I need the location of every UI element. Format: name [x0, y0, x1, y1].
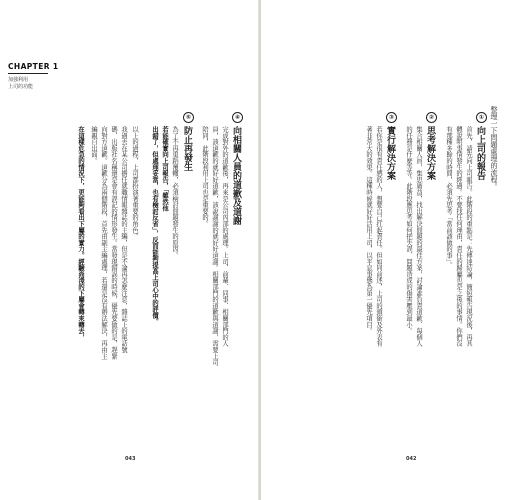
body-line: 我過去在某公司擔任就職情報雜誌的主編，但是不論再怎麼注意，雜誌上的電話號: [120, 126, 127, 353]
section-number: ④: [232, 112, 243, 123]
chapter-subtitle: [8, 77, 68, 91]
body-line: 編親自出面。: [90, 126, 97, 164]
body-line: 員，該道歉的就好好道歉，該說謝謝的就好好道謝。相關部門的道歉與道謝，需要上司: [211, 126, 218, 366]
section-title: 向上司的報告: [475, 126, 485, 180]
body-line: 有那種多餘的時間，必須先思考「當前該做的事」。: [445, 126, 452, 268]
section-title: 思考解決方案: [425, 126, 435, 180]
right-page: [261, 0, 520, 500]
body-line: 的任務是什麼等等。此階段應思考如何把失誤、問題造成的傷害壓到最小。: [405, 126, 412, 334]
left-page: [0, 0, 259, 500]
body-line: 碼、出版社名稱還是會有誤記的情形發生。當發現錯誤的時候，優先要做的是，趕緊: [110, 126, 117, 360]
body-line: 為了不再重蹈覆轍，必須檢討問題發生的原因。: [171, 126, 178, 259]
chapter-subtitle-line: 上司的功能: [8, 84, 34, 90]
body-line: 以上的過程，上司都扮演著重要的角色。: [131, 126, 138, 240]
body-line-bold: 若能確實向上司報告，「雖然他: [161, 126, 168, 212]
chapter-heading: [8, 62, 68, 91]
chapter-rule: [8, 73, 48, 74]
chapter-tag: CHAPTER 1: [8, 62, 59, 71]
body-line: 首先，請先向上司報告。此階段的重點是：先傳達結論，簡短報告現況後，再具: [465, 126, 472, 347]
section-title: 防止再發生: [182, 126, 192, 171]
body-line: 陪同，此階段利用上司也是重要的。: [201, 126, 208, 227]
section-number: ③: [386, 112, 397, 123]
section-title: 實行解決方案: [385, 126, 395, 180]
body-line-bold: 在這樣危急的情況下，更能夠看出下屬的實力。經驗尚淺的下屬會轉來轉去，: [77, 126, 84, 341]
section-number: ⑤: [183, 112, 194, 123]
section-title: 向相關人員的道歉及道謝: [231, 126, 241, 225]
intro-text: 整理一下問題處理的流程。: [490, 106, 498, 190]
body-line-bold: 出錯了，但處理妥當，也有檢討反省」，反而能夠提高上司心中的評價。: [151, 126, 158, 325]
body-line: 完成對外的道歉後，再來是公司內部的處理。上司、前輩、同事、相關部門的人: [221, 126, 228, 347]
page-number: 042: [406, 456, 417, 462]
body-line: 著非常大的效果。這種時候就好好活用上司，以平息事態為第一優先項目。: [365, 126, 372, 334]
body-line: 體說明事情發生的經過。不要找任何理由，責任的歸屬也是之後的事情。你們沒: [455, 126, 462, 347]
page-number: 043: [125, 456, 136, 462]
body-line: 向對方道歉。道歉分為兩個階段，首先由副主編處理，若還是沒有辦法解決，再由主: [100, 126, 107, 360]
chapter-subtitle-line: 加強利用: [8, 77, 29, 83]
body-line: 若你是很有責任感的人，想要自己扛起責任。但如同前述，上司的頭銜及外表有: [375, 126, 382, 347]
section-number: ②: [426, 112, 437, 123]
body-line: 集合相關人員，集思廣益，找出解決問題的最佳方案，討論誰負責道歉、每個人: [415, 126, 422, 347]
section-number: ①: [476, 112, 487, 123]
